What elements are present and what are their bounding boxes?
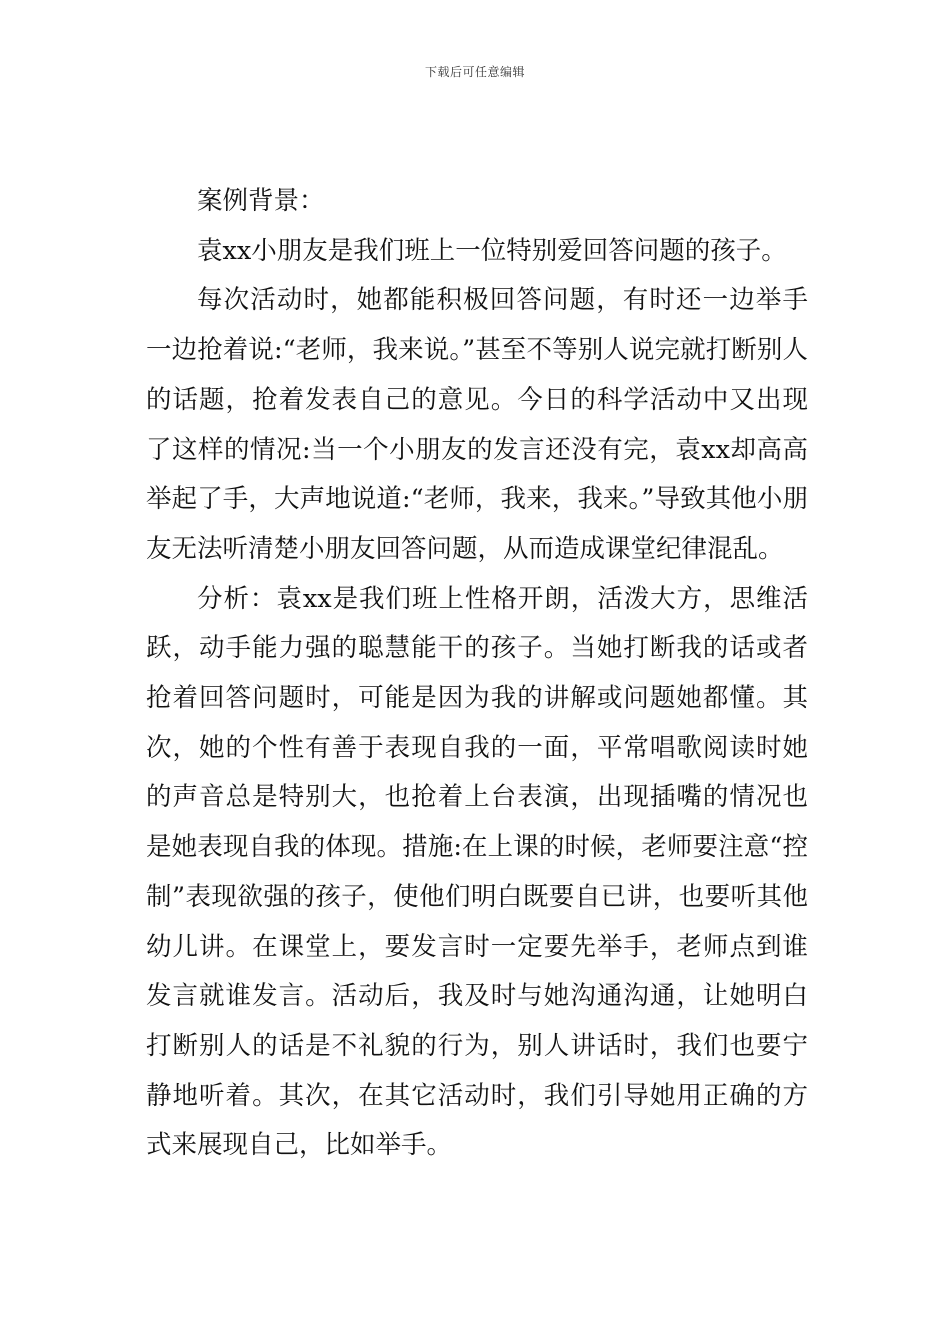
paragraph-case-background-heading: 案例背景： [197,186,325,216]
paragraph-intro: 袁xx小朋友是我们班上一位特别爱回答问题的孩子。 [197,235,787,266]
paragraph-case-description: 每次活动时，她都能积极回答问题，有时还一边举手一边抢着说:“老师，我来说。”甚至不等别人说完就打断别人的话题，抢着发表自己的意见。今日的科学活动中又出现了这样的情况:当一个小朋友的发言还没有完，袁xx却高高举起了手，大声地说道:“老师，我来，我来。”导致其他小朋友无法听清楚小朋友回答问题，从而造成课堂纪律混乱。 [146,285,808,564]
page-header: 下载后可任意编辑 [424,65,525,79]
paragraph-analysis: 分析：袁xx是我们班上性格开朗，活泼大方，思维活跃，动手能力强的聪慧能干的孩子。当她打断我的话或者抢着回答问题时，可能是因为我的讲解或问题她都懂。其次，她的个性有善于表现自我的一面，平常唱歌阅读时她的声音总是特别大，也抢着上台表演，出现插嘴的情况也是她表现自我的体现。措施:在上课的时候，老师要注意“控制”表现欲强的孩子，使他们明白既要自已讲，也要听其他幼儿讲。在课堂上，要发言时一定要先举手，老师点到谁发言就谁发言。活动后，我及时与她沟通沟通，让她明白打断别人的话是不礼貌的行为，别人讲话时，我们也要宁静地听着。其次，在其它活动时，我们引导她用正确的方式来展现自己，比如举手。 [146,583,808,1161]
document-body [146,177,808,1171]
